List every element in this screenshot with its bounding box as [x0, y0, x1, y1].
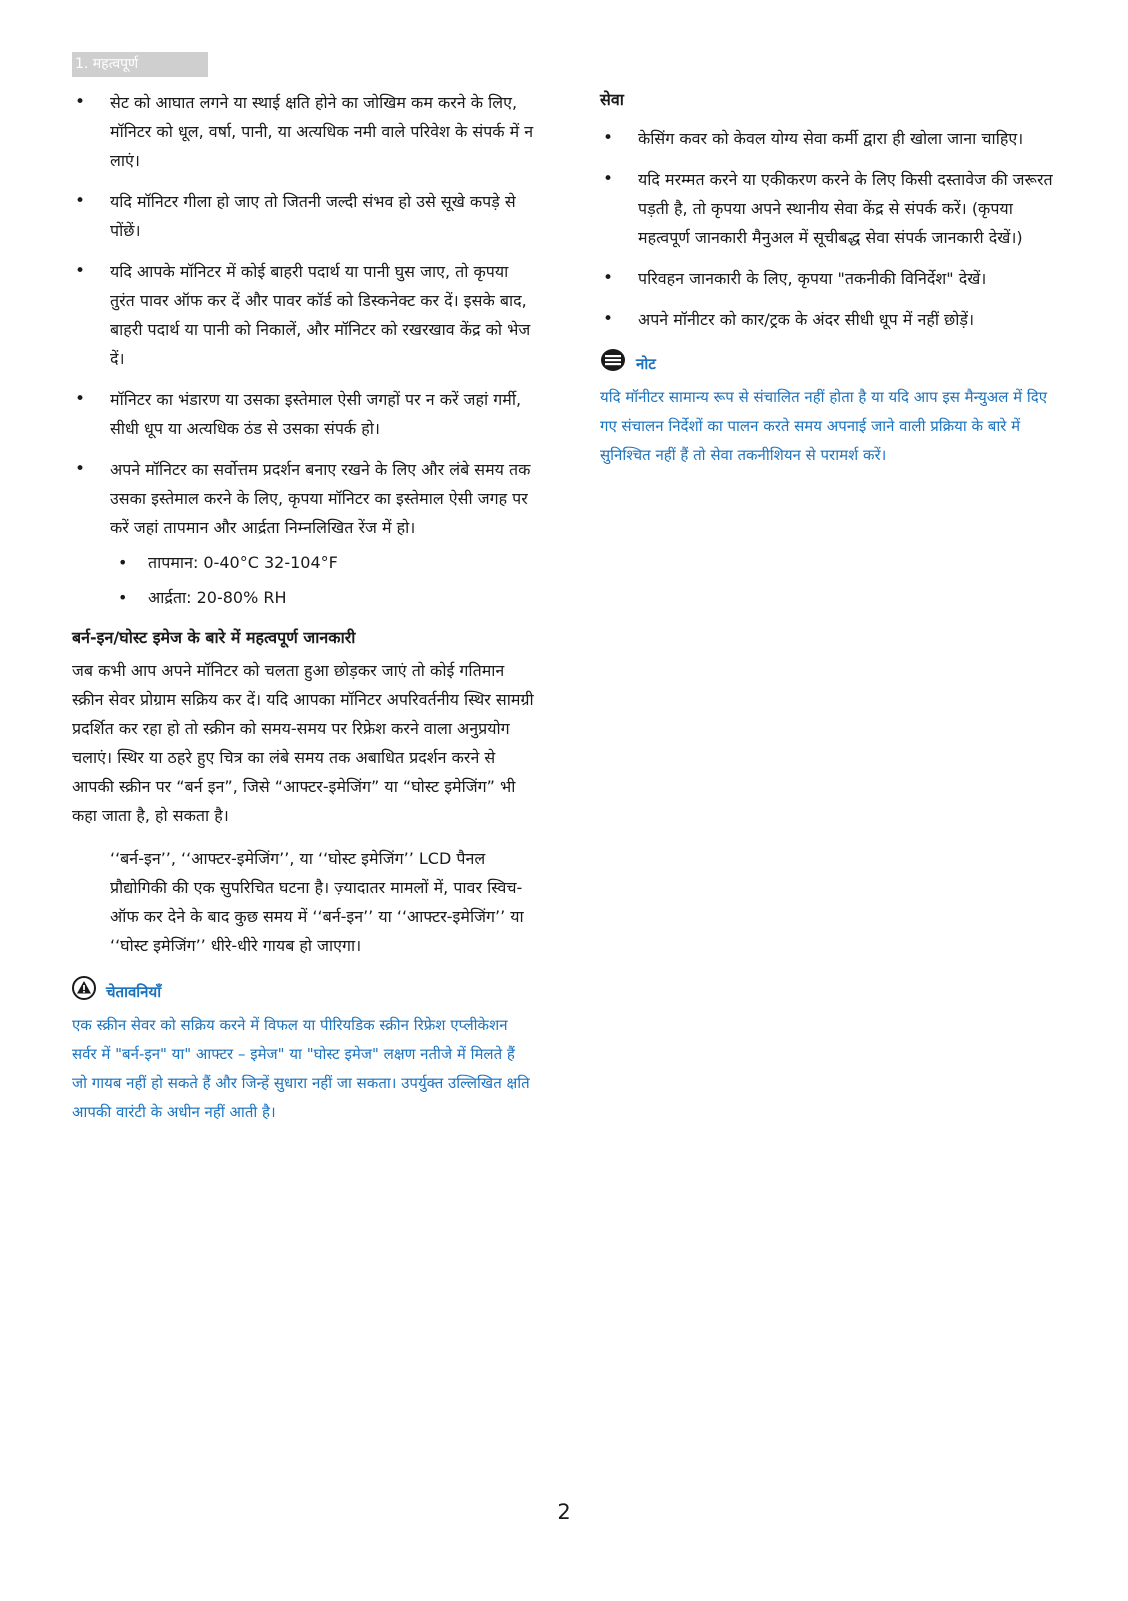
burn-in-heading: बर्न-इन/घोस्ट इमेज के बारे में महत्वपूर्ण जानकारी: [72, 628, 356, 647]
temperature-range: • तापमान: 0-40°C 32-104°F: [110, 548, 534, 577]
note-callout: [600, 348, 1055, 470]
list-item: • यदि मॉनिटर गीला हो जाए तो जितनी जल्दी संभव हो उसे सूखे कपड़े से पोंछें।: [72, 187, 534, 245]
list-item: [72, 455, 534, 612]
note-title: नोट: [636, 354, 656, 373]
humidity-range: • आर्द्रता: 20-80% RH: [110, 583, 534, 612]
warning-title-row: [72, 976, 534, 1007]
burn-in-indent-paragraph: ‘‘बर्न-इन’’, ‘‘आफ्टर-इमेजिंग’’, या ‘‘घोस्ट इमेजिंग’’ LCD पैनल प्रौद्योगिकी की एक सुपरिचित घटना है। ज़्यादातर मामलों में, पावर स्विच-ऑफ कर देने के बाद कुछ समय में ‘‘बर्न-इन’’ या ‘‘आफ्टर-इमेजिंग’’ या ‘‘घोस्ट इमेजिंग’’ धीरे-धीरे गायब हो जाएगा।: [110, 849, 524, 955]
list-item: • अपने मॉनीटर को कार/ट्रक के अंदर सीधी धूप में नहीं छोड़ें।: [600, 305, 1055, 334]
warning-triangle-icon: [72, 976, 96, 1007]
note-body: यदि मॉनीटर सामान्य रूप से संचालित नहीं होता है या यदि आप इस मैन्युअल में दिए गए संचालन निर्देशों का पालन करते समय अपनाई जाने वाली प्रक्रिया के बारे में सुनिश्चित नहीं हैं तो सेवा तकनीशियन से परामर्श करें।: [600, 388, 1048, 464]
note-title-row: [600, 348, 1055, 379]
list-item: • मॉनिटर का भंडारण या उसका इस्तेमाल ऐसी जगहों पर न करें जहां गर्मी, सीधी धूप या अत्यधिक ठंड से उसका संपर्क हो।: [72, 385, 534, 443]
service-heading: सेवा: [600, 90, 624, 109]
right-column: [600, 88, 1055, 470]
safety-bullet-list: [72, 88, 534, 612]
section-tab: 1. महत्वपूर्ण: [72, 52, 208, 77]
burn-in-paragraph: जब कभी आप अपने मॉनिटर को चलता हुआ छोड़कर जाएं तो कोई गतिमान स्क्रीन सेवर प्रोग्राम सक्रिय कर दें। यदि आपका मॉनिटर अपरिवर्तनीय स्थिर सामग्री प्रदर्शित कर रहा हो तो स्क्रीन को समय-समय पर रिफ्रेश करने वाला अनुप्रयोग चलाएं। स्थिर या ठहरे हुए चित्र का लंबे समय तक अबाधित प्रदर्शन करने से आपकी स्क्रीन पर “बर्न इन”, जिसे “आफ्टर-इमेजिंग” या “घोस्ट इमेजिंग” भी कहा जाता है, हो सकता है।: [72, 661, 534, 825]
note-icon: [600, 348, 626, 379]
page-number: 2: [557, 1500, 571, 1524]
service-bullet-list: [600, 124, 1055, 334]
list-item-text: अपने मॉनिटर का सर्वोत्तम प्रदर्शन बनाए रखने के लिए और लंबे समय तक उसका इस्तेमाल करने के लिए, कृपया मॉनिटर का इस्तेमाल ऐसी जगह पर करें जहां तापमान और आर्द्रता निम्नलिखित रेंज में हो।: [110, 460, 531, 537]
range-sub-list: [110, 548, 534, 612]
left-column: [72, 88, 534, 1127]
list-item: • यदि मरम्मत करने या एकीकरण करने के लिए किसी दस्तावेज की जरूरत पड़ती है, तो कृपया अपने स्थानीय सेवा केंद्र से संपर्क करें। (कृपया महत्वपूर्ण जानकारी मैनुअल में सूचीबद्ध सेवा संपर्क जानकारी देखें।): [600, 165, 1055, 252]
warning-callout: [72, 976, 534, 1127]
list-item: • केसिंग कवर को केवल योग्य सेवा कर्मी द्वारा ही खोला जाना चाहिए।: [600, 124, 1055, 153]
list-item: • यदि आपके मॉनिटर में कोई बाहरी पदार्थ या पानी घुस जाए, तो कृपया तुरंत पावर ऑफ कर दें और पावर कॉर्ड को डिस्कनेक्ट कर दें। इसके बाद, बाहरी पदार्थ या पानी को निकालें, और मॉनिटर को रखरखाव केंद्र को भेज दें।: [72, 257, 534, 373]
warning-body: एक स्क्रीन सेवर को सक्रिय करने में विफल या पीरियडिक स्क्रीन रिफ्रेश एप्लीकेशन सर्वर में "बर्न-इन" या" आफ्टर – इमेज" या "घोस्ट इमेज" लक्षण नतीजे में मिलते हैं जो गायब नहीं हो सकते हैं और जिन्हें सुधारा नहीं जा सकता। उपर्युक्त उल्लिखित क्षति आपकी वारंटी के अधीन नहीं आती है।: [72, 1016, 530, 1121]
list-item: • सेट को आघात लगने या स्थाई क्षति होने का जोखिम कम करने के लिए, मॉनिटर को धूल, वर्षा, पानी, या अत्यधिक नमी वाले परिवेश के संपर्क में न लाएं।: [72, 88, 534, 175]
list-item: • परिवहन जानकारी के लिए, कृपया "तकनीकी विनिर्देश" देखें।: [600, 264, 1055, 293]
warning-title: चेतावनियाँ: [106, 982, 162, 1001]
